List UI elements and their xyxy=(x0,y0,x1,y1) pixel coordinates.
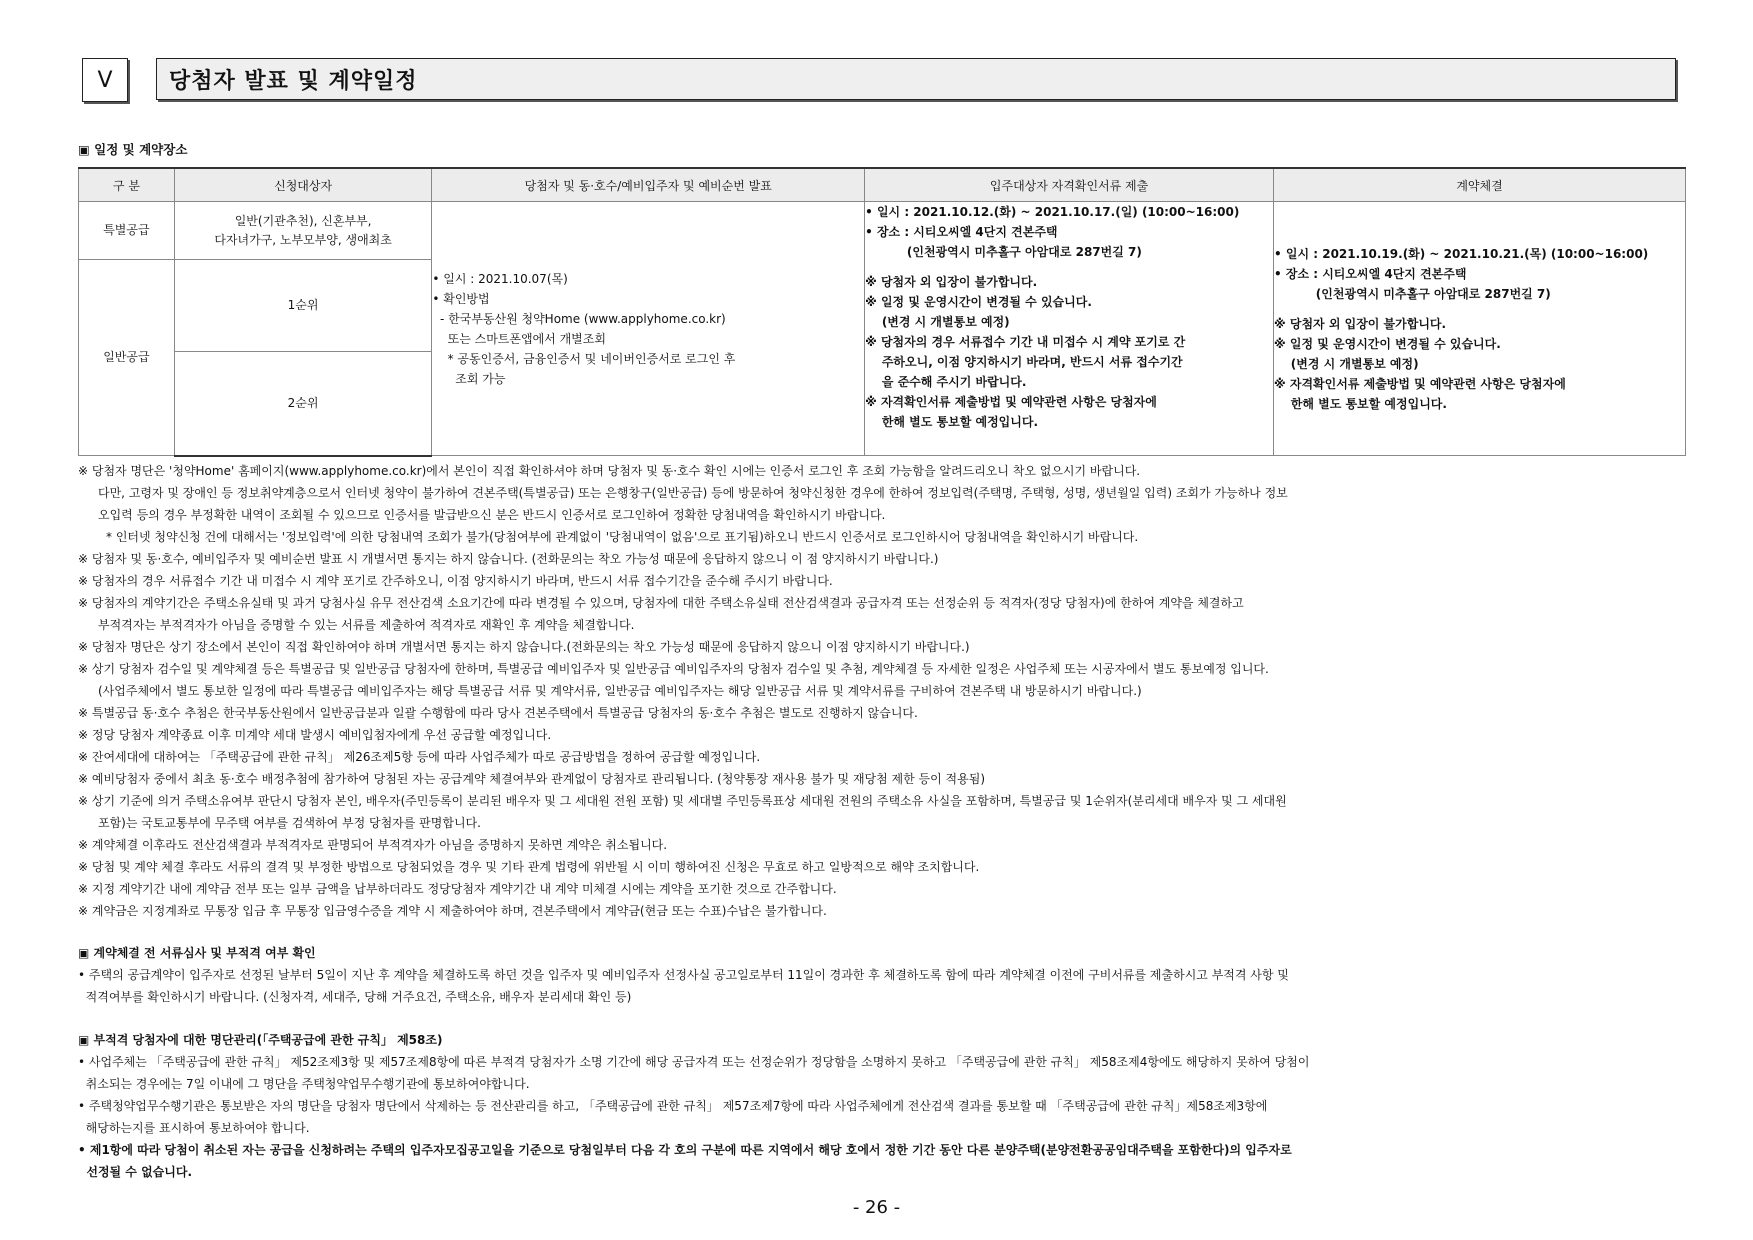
docs-line: ※ 일정 및 운영시간이 변경될 수 있습니다. xyxy=(865,295,1092,309)
review-line: • 주택의 공급계약이 입주자로 선정된 날부터 5일이 지난 후 계약을 체결하도록 하던 것을 입주자 및 예비입주자 선정사실 공고일로부터 11일이 경과한 후 체결하도록 함에 따라 계약체결 이전에 구비서류를 제출하시고 부적격 사항 및 xyxy=(78,968,1289,982)
note-line: ※ 당첨자 명단은 '청약Home' 홈페이지(www.applyhome.co.kr)에서 본인이 직접 확인하셔야 하며 당첨자 및 동·호수 확인 시에는 인증서 로그인 후 조회 가능함을 알려드리오니 착오 없으시기 바랍니다. xyxy=(78,464,1141,478)
note-line: 오입력 등의 경우 부정확한 내역이 조회될 수 있으므로 인증서를 발급받으신 분은 반드시 인증서로 로그인하여 정확한 당첨내역을 확인하시기 바랍니다. xyxy=(98,508,886,522)
special-target-line: 다자녀가구, 노부모부양, 생애최초 xyxy=(214,232,392,247)
note-line: ※ 상기 기준에 의거 주택소유여부 판단시 당첨자 본인, 배우자(주민등록이 분리된 배우자 및 그 세대원 전원 포함) 및 세대별 주민등록표상 세대원 전원의 주택소유 사실을 포함하며, 특별공급 및 1순위자(분리세대 배우자 및 그 세대원 xyxy=(78,794,1287,808)
note-line: 포함)는 국토교통부에 무주택 여부를 검색하여 부정 당첨자를 판명합니다. xyxy=(98,816,481,830)
note-line: ※ 당첨자의 계약기간은 주택소유실태 및 과거 당첨사실 유무 전산검색 소요기간에 따라 변경될 수 있으며, 당첨자에 대한 주택소유실태 전산검색결과 공급자격 또는 선정순위 등 적격자(정당 당첨자)에 한하여 계약을 체결하고 xyxy=(78,596,1244,610)
header-contract: 계약체결 xyxy=(1274,168,1686,202)
note-line: ※ 당첨자 명단은 상기 장소에서 본인이 직접 확인하여야 하며 개별서면 통지는 하지 않습니다.(전화문의는 착오 가능성 때문에 응답하지 않으니 이점 양지하시기 바랍니다.) xyxy=(78,640,970,654)
page-number: - 26 - xyxy=(852,1197,901,1218)
contract-cell xyxy=(1274,202,1686,456)
announcement-cell xyxy=(432,202,865,456)
special-supply-label: 특별공급 xyxy=(79,202,175,260)
note-line: ※ 계약체결 이후라도 전산검색결과 부적격자로 판명되어 부적격자가 아님을 증명하지 못하면 계약은 취소됩니다. xyxy=(78,838,668,852)
note-line: ※ 계약금은 지정계좌로 무통장 입금 후 무통장 입금영수증을 계약 시 제출하여야 하며, 견본주택에서 계약금(현금 또는 수표)수납은 불가합니다. xyxy=(78,904,827,918)
docs-line: ※ 당첨자 외 입장이 불가합니다. xyxy=(865,275,1038,289)
note-line: 부적격자는 부적격자가 아님을 증명할 수 있는 서류를 제출하여 적격자로 재확인 후 계약을 체결합니다. xyxy=(98,618,635,632)
ineligible-bold-line: 선정될 수 없습니다. xyxy=(78,1165,193,1179)
note-line: 다만, 고령자 및 장애인 등 정보취약계층으로서 인터넷 청약이 불가하여 견본주택(특별공급) 또는 은행창구(일반공급) 등에 방문하여 청약신청한 경우에 한하여 정보입력(주택명, 주택형, 성명, 생년월일 입력) 조회가 가능하나 정보 xyxy=(98,486,1288,500)
section-header xyxy=(82,58,1682,102)
general-supply-label: 일반공급 xyxy=(79,260,175,456)
special-supply-target xyxy=(174,202,432,260)
header-target: 신청대상자 xyxy=(174,168,432,202)
schedule-heading: ▣ 일정 및 계약장소 xyxy=(78,142,188,157)
header-announcement: 당첨자 및 동·호수/예비입주자 및 예비순번 발표 xyxy=(432,168,865,202)
docs-line: ※ 당첨자의 경우 서류접수 기간 내 미접수 시 계약 포기로 간 xyxy=(865,335,1186,349)
rank-2: 2순위 xyxy=(174,352,432,456)
announcement-line: 또는 스마트폰앱에서 개별조회 xyxy=(432,331,606,346)
contract-line: ※ 자격확인서류 제출방법 및 예약관련 사항은 당첨자에 xyxy=(1274,376,1566,391)
announcement-line: • 확인방법 xyxy=(432,291,490,306)
review-line: 적격여부를 확인하시기 바랍니다. (신청자격, 세대주, 당해 거주요건, 주택소유, 배우자 분리세대 확인 등) xyxy=(78,990,632,1004)
contract-line: ※ 당첨자 외 입장이 불가합니다. xyxy=(1274,316,1447,331)
note-line: ※ 예비당첨자 중에서 최초 동·호수 배정추첨에 참가하여 당첨된 자는 공급계약 체결여부와 관계없이 당첨자로 관리됩니다. (청약통장 재사용 불가 및 재당첨 제한 등이 적용됨) xyxy=(78,772,986,786)
ineligible-line: 해당하는지를 표시하여 통보하여야 합니다. xyxy=(78,1121,310,1135)
section-title: 당첨자 발표 및 계약일정 xyxy=(156,58,1676,100)
note-line: ※ 정당 당첨자 계약종료 이후 미계약 세대 발생시 예비입첨자에게 우선 공급할 예정입니다. xyxy=(78,728,552,742)
table-row xyxy=(79,202,1686,260)
review-heading: ▣ 계약체결 전 서류심사 및 부적격 여부 확인 xyxy=(78,946,316,960)
document-submission-cell xyxy=(865,202,1274,456)
announcement-line: * 공동인증서, 금융인증서 및 네이버인증서로 로그인 후 xyxy=(432,351,736,366)
announcement-line: • 일시 : 2021.10.07(목) xyxy=(432,271,568,286)
note-line: (사업주체에서 별도 통보한 일정에 따라 특별공급 예비입주자는 해당 특별공급 서류 및 계약서류, 일반공급 예비입주자는 해당 일반공급 서류 및 계약서류를 구비하여 견본주택 내 방문하시기 바랍니다.) xyxy=(98,684,1142,698)
contract-line: 한해 별도 통보할 예정입니다. xyxy=(1274,396,1447,411)
ineligible-line: 취소되는 경우에는 7일 이내에 그 명단을 주택청약업무수행기관에 통보하여야합니다. xyxy=(78,1077,530,1091)
header-category: 구 분 xyxy=(79,168,175,202)
note-line: ※ 당첨자 및 동·호수, 예비입주자 및 예비순번 발표 시 개별서면 통지는 하지 않습니다. (전화문의는 착오 가능성 때문에 응답하지 않으니 이 점 양지하시기 바랍니다.) xyxy=(78,552,939,566)
ineligible-line: • 사업주체는 「주택공급에 관한 규칙」 제52조제3항 및 제57조제8항에 따른 부적격 당첨자가 소명 기간에 해당 공급자격 또는 선정순위가 정당함을 소명하지 못하고 「주택공급에 관한 규칙」 제58조제4항에도 해당하지 못하여 당첨이 xyxy=(78,1055,1310,1069)
note-line: ※ 당첨 및 계약 체결 후라도 서류의 결격 및 부정한 방법으로 당첨되었을 경우 및 기타 관계 법령에 위반될 시 이미 행하여진 신청은 무효로 하고 일방적으로 해약 조치합니다. xyxy=(78,860,980,874)
schedule-table xyxy=(78,167,1686,457)
docs-line: (인천광역시 미추홀구 아암대로 287번길 7) xyxy=(865,245,1142,259)
contract-line: • 일시 : 2021.10.19.(화) ~ 2021.10.21.(목) (10:00~16:00) xyxy=(1274,246,1649,261)
table-header-row xyxy=(79,168,1686,202)
contract-line: (변경 시 개별통보 예정) xyxy=(1274,356,1419,371)
contract-line: • 장소 : 시티오씨엘 4단지 견본주택 xyxy=(1274,266,1467,281)
ineligible-line: • 주택청약업무수행기관은 통보받은 자의 명단을 당첨자 명단에서 삭제하는 등 전산관리를 하고, 「주택공급에 관한 규칙」 제57조제7항에 따라 사업주체에게 전산검색 결과를 통보할 때 「주택공급에 관한 규칙」제58조제3항에 xyxy=(78,1099,1268,1113)
ineligible-section xyxy=(78,1029,1698,1183)
special-target-line: 일반(기관추천), 신혼부부, xyxy=(234,213,372,228)
announcement-line: - 한국부동산원 청약Home (www.applyhome.co.kr) xyxy=(432,311,726,326)
header-document-submission: 입주대상자 자격확인서류 제출 xyxy=(865,168,1274,202)
note-line: * 인터넷 청약신청 건에 대해서는 '정보입력'에 의한 당첨내역 조회가 불가(당첨여부에 관계없이 '당첨내역이 없음'으로 표기됨)하오니 반드시 인증서로 로그인하시어 당첨내역을 확인하시기 바랍니다. xyxy=(106,530,1139,544)
section-number: V xyxy=(82,58,128,102)
contract-line: (인천광역시 미추홀구 아암대로 287번길 7) xyxy=(1274,286,1551,301)
docs-line: • 장소 : 시티오씨엘 4단지 견본주택 xyxy=(865,225,1058,239)
announcement-line: 조회 가능 xyxy=(432,371,506,386)
ineligible-heading: ▣ 부적격 당첨자에 대한 명단관리(「주택공급에 관한 규칙」 제58조) xyxy=(78,1033,443,1047)
docs-line: ※ 자격확인서류 제출방법 및 예약관련 사항은 당첨자에 xyxy=(865,395,1157,409)
note-line: ※ 지정 계약기간 내에 계약금 전부 또는 일부 금액을 납부하더라도 정당당첨자 계약기간 내 계약 미체결 시에는 계약을 포기한 것으로 간주합니다. xyxy=(78,882,837,896)
ineligible-bold-line: • 제1항에 따라 당첨이 취소된 자는 공급을 신청하려는 주택의 입주자모집공고일을 기준으로 당첨일부터 다음 각 호의 구분에 따른 지역에서 해당 호에서 정한 기간 동안 다른 분양주택(분양전환공공임대주택을 포함한다)의 입주자로 xyxy=(78,1143,1292,1157)
note-line: ※ 상기 당첨자 검수일 및 계약체결 등은 특별공급 및 일반공급 당첨자에 한하며, 특별공급 예비입주자 및 일반공급 예비입주자의 당첨자 검수일 및 추첨, 계약체결 등 자세한 일정은 사업주체 또는 시공자에서 별도 통보예정 입니다. xyxy=(78,662,1269,676)
note-line: ※ 잔여세대에 대하여는 「주택공급에 관한 규칙」 제26조제5항 등에 따라 사업주체가 따로 공급방법을 정하여 공급할 예정입니다. xyxy=(78,750,761,764)
docs-line: • 일시 : 2021.10.12.(화) ~ 2021.10.17.(일) (10:00~16:00) xyxy=(865,205,1240,219)
docs-line xyxy=(865,262,1273,272)
contract-line: ※ 일정 및 운영시간이 변경될 수 있습니다. xyxy=(1274,336,1501,351)
note-line: ※ 당첨자의 경우 서류접수 기간 내 미접수 시 계약 포기로 간주하오니, 이점 양지하시기 바라며, 반드시 서류 접수기간을 준수해 주시기 바랍니다. xyxy=(78,574,833,588)
contract-line xyxy=(1274,304,1685,314)
rank-1: 1순위 xyxy=(174,260,432,352)
review-section xyxy=(78,942,1698,1008)
note-line: ※ 특별공급 동·호수 추첨은 한국부동산원에서 일반공급분과 일괄 수행함에 따라 당사 견본주택에서 특별공급 당첨자의 동·호수 추첨은 별도로 진행하지 않습니다. xyxy=(78,706,918,720)
docs-line: 을 준수해 주시기 바랍니다. xyxy=(865,375,1027,389)
docs-line: 한해 별도 통보할 예정입니다. xyxy=(865,415,1039,429)
docs-line: (변경 시 개별통보 예정) xyxy=(865,315,1010,329)
notes-list xyxy=(78,460,1698,922)
docs-line: 주하오니, 이점 양지하시기 바라며, 반드시 서류 접수기간 xyxy=(865,355,1183,369)
